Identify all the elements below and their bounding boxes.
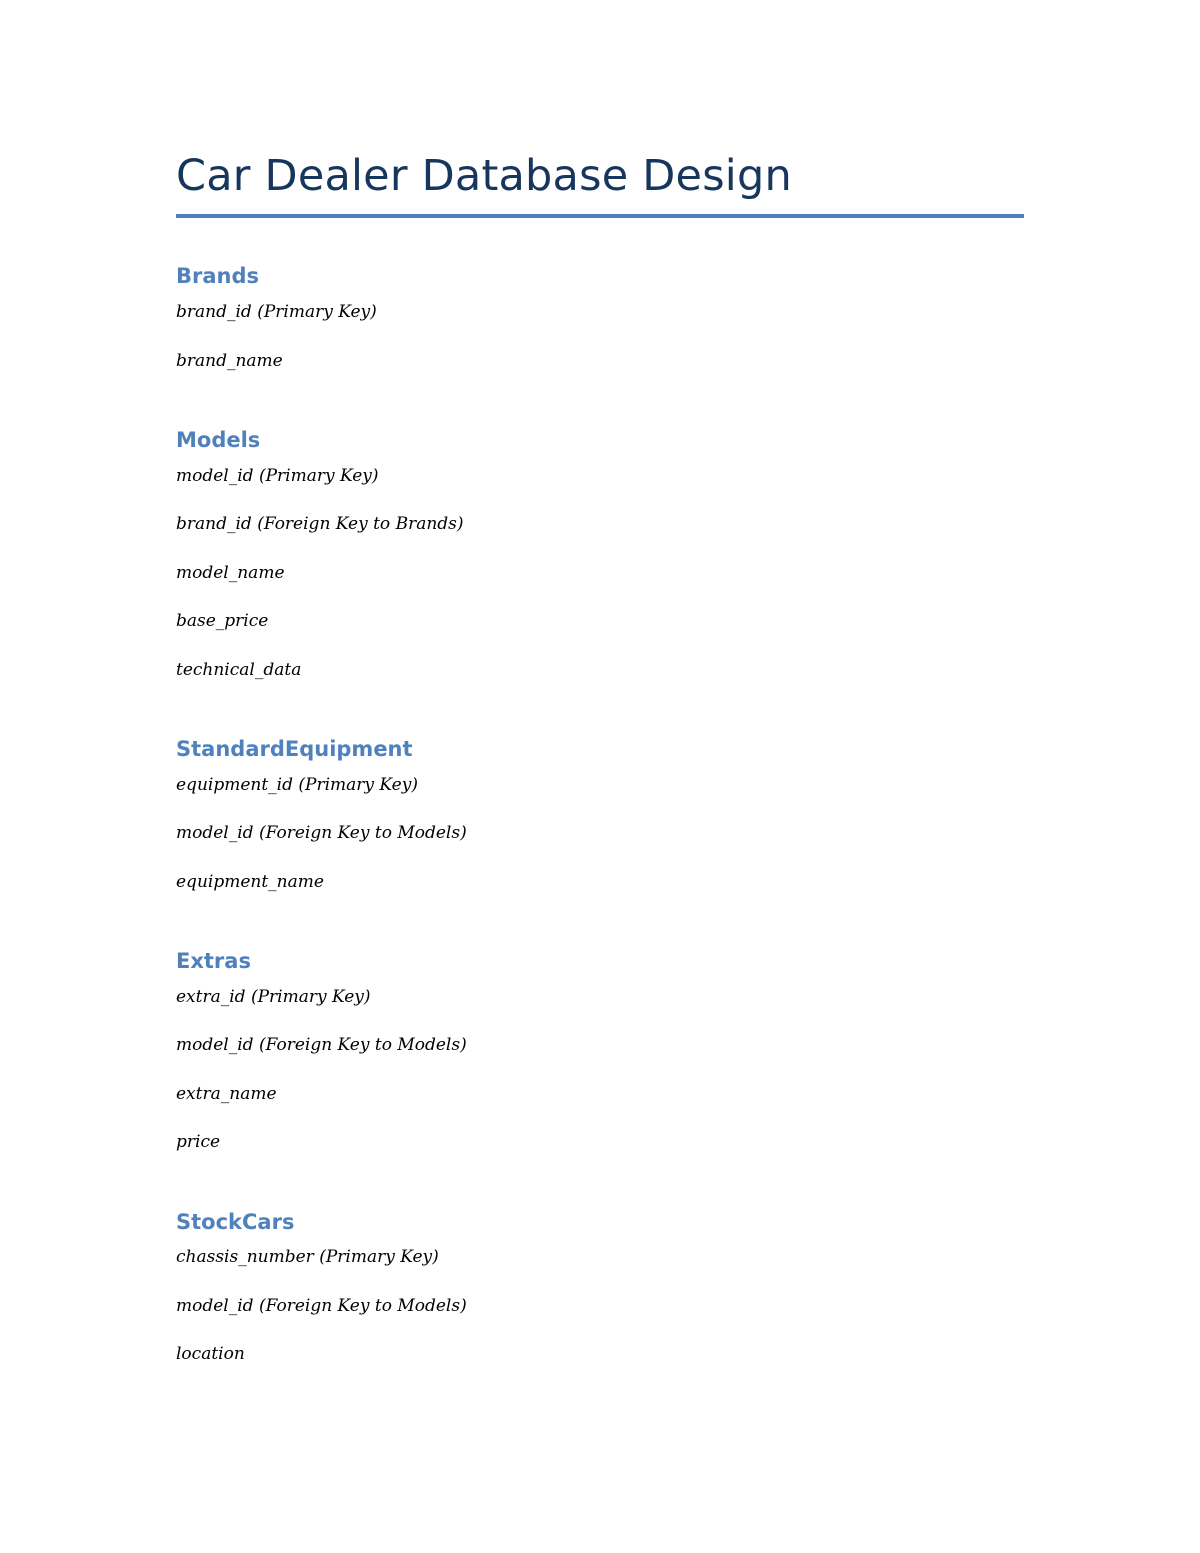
section-standard-equipment [176, 735, 467, 892]
field-model-id-fk-stock: model_id (Foreign Key to Models) [176, 1296, 467, 1316]
field-equipment-name: equipment_name [176, 872, 324, 892]
section-heading-brands: Brands [176, 264, 260, 288]
section-heading-stock-cars: StockCars [176, 1210, 295, 1234]
field-model-id: model_id (Primary Key) [176, 466, 379, 486]
field-technical-data: technical_data [176, 660, 302, 680]
field-brand-id: brand_id (Primary Key) [176, 302, 377, 322]
section-heading-standard-equipment: StandardEquipment [176, 737, 413, 761]
field-model-id-fk-extras: model_id (Foreign Key to Models) [176, 1035, 467, 1055]
field-extra-id: extra_id (Primary Key) [176, 987, 371, 1007]
field-price: price [176, 1132, 221, 1152]
section-brands [176, 262, 377, 371]
field-equipment-id: equipment_id (Primary Key) [176, 775, 418, 795]
field-chassis-number: chassis_number (Primary Key) [176, 1247, 439, 1267]
section-heading-models: Models [176, 428, 261, 452]
section-extras [176, 947, 467, 1152]
field-base-price: base_price [176, 611, 269, 631]
field-model-id-fk-equipment: model_id (Foreign Key to Models) [176, 823, 467, 843]
field-model-name: model_name [176, 563, 285, 583]
section-stock-cars [176, 1208, 467, 1364]
document-page [176, 148, 1024, 1364]
document-title: Car Dealer Database Design [176, 151, 792, 201]
field-brand-id-fk: brand_id (Foreign Key to Brands) [176, 514, 464, 534]
field-extra-name: extra_name [176, 1084, 277, 1104]
title-underline [176, 214, 1024, 218]
section-models [176, 426, 464, 680]
field-location: location [176, 1344, 245, 1364]
field-brand-name: brand_name [176, 351, 283, 371]
section-heading-extras: Extras [176, 949, 251, 973]
